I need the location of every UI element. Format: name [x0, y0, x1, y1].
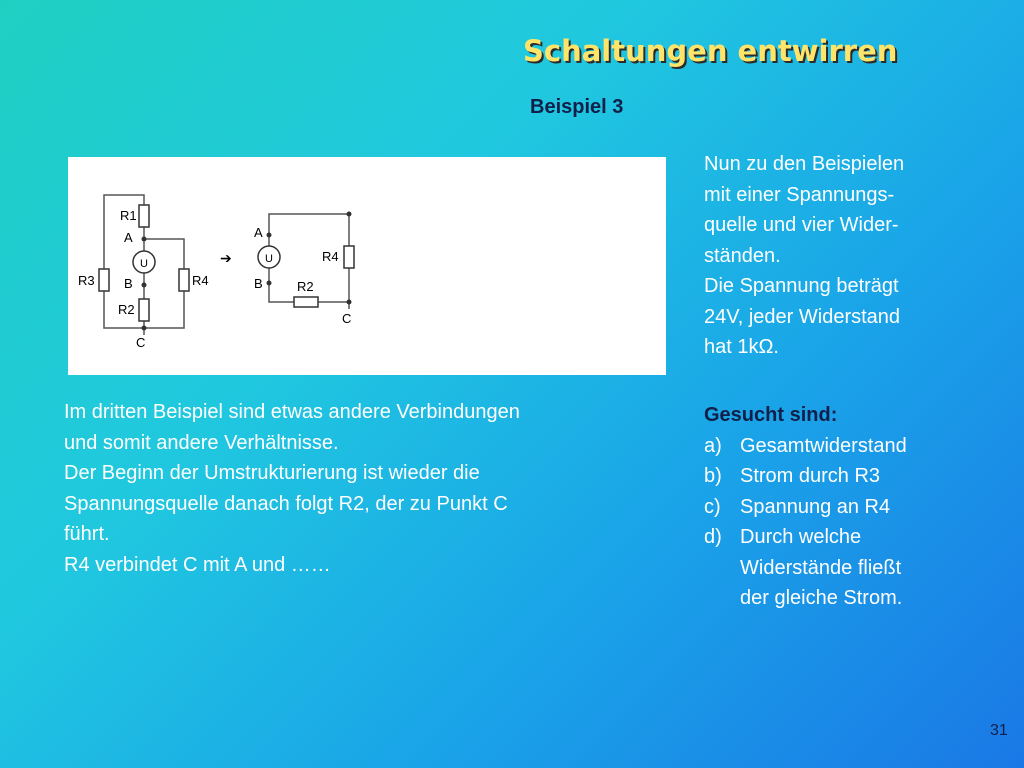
- label-b-right: B: [254, 276, 263, 291]
- label-r1: R1: [120, 208, 137, 223]
- body-text: [64, 397, 664, 580]
- label-b-left: B: [124, 276, 133, 291]
- label-c-right: C: [342, 311, 352, 326]
- resistor-r4-right: [344, 246, 354, 268]
- body-line: R4 verbindet C mit A und ……: [64, 553, 331, 576]
- label-u-right: U: [265, 253, 273, 265]
- resistor-r2: [139, 299, 149, 321]
- body-line: Der Beginn der Umstrukturierung ist wieder die: [64, 462, 480, 484]
- resistor-r3: [99, 269, 109, 291]
- slide-title: Schaltungen entwirren: [523, 34, 898, 68]
- list-marker: a): [704, 434, 722, 457]
- label-r3: R3: [78, 273, 95, 288]
- description-text: [704, 149, 1004, 363]
- list-marker: c): [704, 495, 721, 518]
- circuit-diagram: [68, 157, 666, 375]
- label-r4-left: R4: [192, 273, 209, 288]
- description-line: Nun zu den Beispielen: [704, 153, 905, 175]
- list-marker: d): [704, 526, 722, 548]
- label-r4-right: R4: [322, 249, 339, 264]
- list-item: [704, 522, 1004, 553]
- label-a-right: A: [254, 225, 263, 240]
- body-line: führt.: [64, 523, 110, 545]
- description-line: ständen.: [704, 244, 781, 267]
- label-u-left: U: [140, 258, 148, 270]
- body-line: Im dritten Beispiel sind etwas andere Verbindungen: [64, 401, 520, 423]
- slide-subtitle: Beispiel 3: [530, 96, 624, 118]
- list-marker: b): [704, 465, 722, 487]
- resistor-r2-right: [294, 297, 318, 307]
- list-item: [704, 492, 1004, 523]
- list-text: Strom durch R3: [740, 465, 881, 487]
- resistor-r4: [179, 269, 189, 291]
- description-line: mit einer Spannungs-: [704, 183, 895, 206]
- page-number: 31: [990, 722, 1008, 739]
- list-continuation: der gleiche Strom.: [740, 587, 903, 609]
- list-text: Durch welche: [740, 526, 862, 548]
- body-line: Spannungsquelle danach folgt R2, der zu Punkt C: [64, 492, 508, 515]
- list-text: Spannung an R4: [740, 495, 891, 518]
- label-a-left: A: [124, 230, 133, 245]
- description-line: 24V, jeder Widerstand: [704, 305, 901, 328]
- description-line: Die Spannung beträgt: [704, 275, 899, 297]
- label-c-left: C: [136, 335, 146, 350]
- label-r2-right: R2: [297, 279, 314, 294]
- list-item: [704, 461, 1004, 492]
- sought-list: [704, 400, 1004, 614]
- body-line: und somit andere Verhältnisse.: [64, 431, 339, 454]
- list-item: [704, 431, 1004, 462]
- arrow-icon: ➔: [220, 250, 232, 266]
- description-line: quelle und vier Wider-: [704, 214, 899, 236]
- sought-heading: Gesucht sind:: [704, 404, 838, 426]
- list-continuation: Widerstände fließt: [740, 556, 902, 579]
- list-text: Gesamtwiderstand: [740, 434, 907, 457]
- label-r2-left: R2: [118, 302, 135, 317]
- description-line: hat 1kΩ.: [704, 336, 779, 358]
- resistor-r1: [139, 205, 149, 227]
